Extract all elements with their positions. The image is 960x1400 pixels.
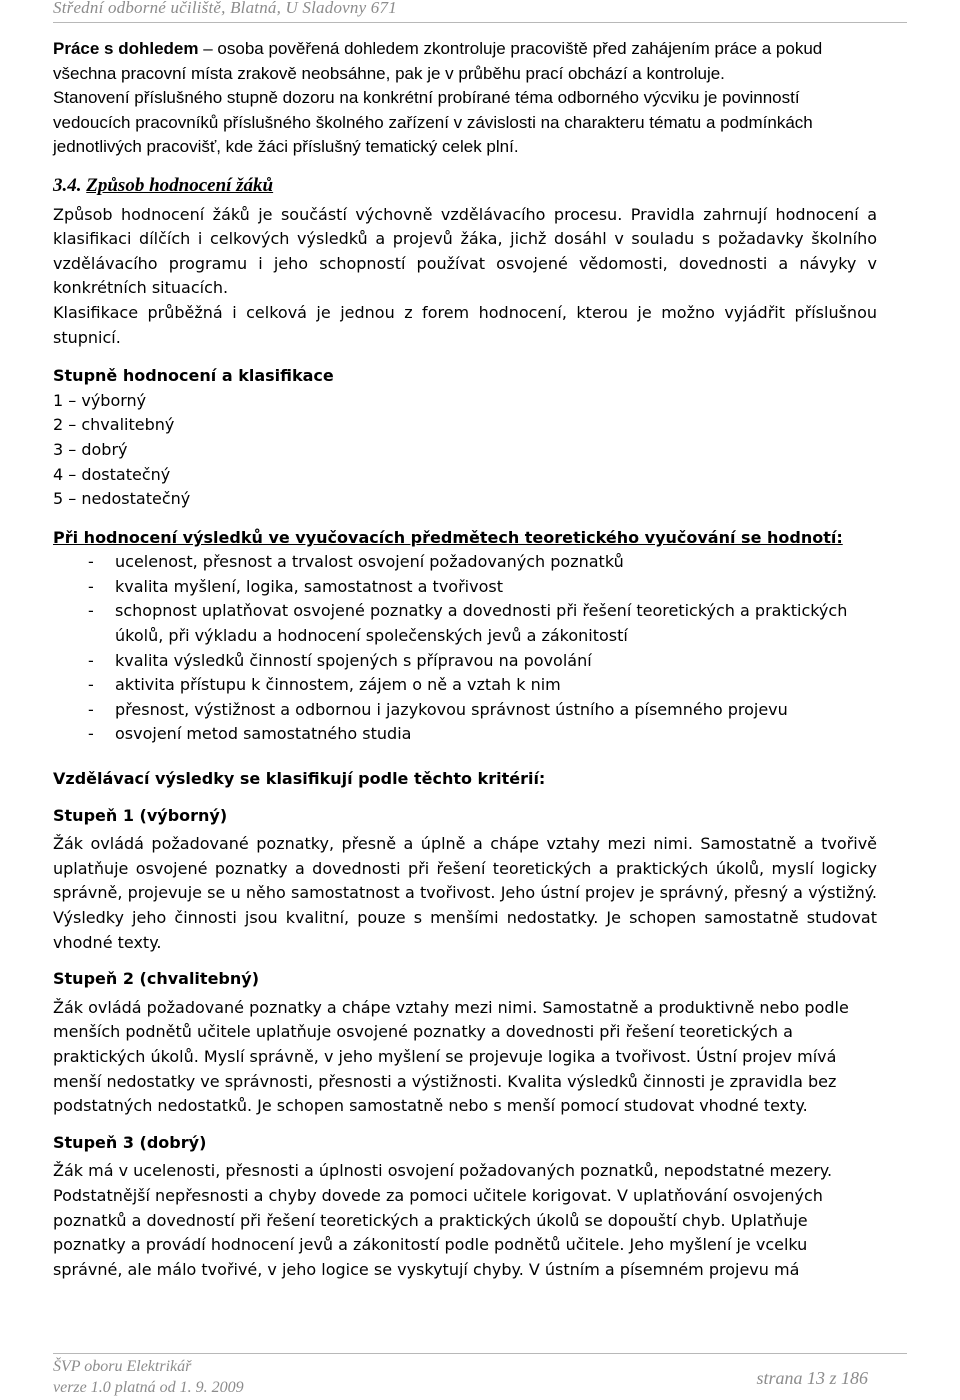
intro-lead-bold: Práce s dohledem [53, 39, 199, 58]
level-2-title: Stupeň 2 (chvalitebný) [53, 969, 259, 989]
header-title: Střední odborné učiliště, Blatná, U Sladovny 671 [53, 0, 397, 17]
footer-version: verze 1.0 platná od 1. 9. 2009 [53, 1379, 244, 1396]
intro-paragraph-1 [53, 37, 877, 86]
grade-item: 1 – výborný [53, 390, 147, 410]
list-item: - kvalita myšlení, logika, samostatnost a tvořivost [53, 575, 877, 600]
level-1-text: Žák ovládá požadované poznatky, přesně a úplně a chápe vztahy mezi nimi. Samostatně a tvořivě uplatňuje osvojené poznatky a dovednosti při řešení teoretických a praktických úkolů, myslí logicky správně, projevuje se u něho samostatnost a tvořivost. Jeho ústní projev je správný, přesný a výstižný. Výsledky jeho činnosti jsou kvalitní, pouze s menšími nedostatky. Je schopen samostatně studovat vhodné texty. [53, 834, 877, 952]
page-number: strana 13 z 186 [756, 1368, 868, 1388]
section-title: Způsob hodnocení žáků [86, 174, 274, 196]
section-heading [53, 174, 877, 199]
grade-item: 3 – dobrý [53, 439, 128, 459]
grade-item: 4 – dostatečný [53, 464, 171, 484]
footer-rule [53, 1353, 907, 1354]
level-2-text: Žák ovládá požadované poznatky a chápe vztahy mezi nimi. Samostatně a produktivně nebo podle menších podnětů učitele uplatňuje osvojené poznatky a dovednosti při řešení teoretických a praktických úkolů. Myslí správně, v jeho myšlení se projevuje logika a tvořivost. Ústní projev mívá menší nedostatky ve správnosti, přesnosti a výstižnosti. Kvalita výsledků činnosti je zpravidla bez podstatných nedostatků. Je schopen samostatně nebo s menší pomocí studovat vhodné texty. [53, 997, 849, 1116]
list-item: - kvalita výsledků činností spojených s přípravou na povolání [53, 649, 877, 674]
intro-paragraph-2: Stanovení příslušného stupně dozoru na konkrétní probírané téma odborného výcviku je povinností vedoucích pracovníků příslušného školného zařízení v závislosti na charakteru tématu a podmínkách jednotlivých pracovišť, kde žáci příslušný tematický celek plní. [53, 88, 813, 157]
list-item: - schopnost uplatňovat osvojené poznatky a dovednosti při řešení teoretických a praktických úkolů, při výkladu a hodnocení společenských jevů a zákonitostí [53, 599, 877, 648]
footer-program: ŠVP oboru Elektrikář [53, 1358, 192, 1375]
grades-heading: Stupně hodnocení a klasifikace [53, 366, 334, 386]
section-paragraph-2: Klasifikace průběžná i celková je jednou z forem hodnocení, kterou je možno vyjádřit příslušnou stupnicí. [53, 302, 877, 347]
grade-item: 5 – nedostatečný [53, 489, 191, 509]
list-item: - aktivita přístupu k činnostem, zájem o ně a vztah k nim [53, 673, 877, 698]
list-item: - přesnost, výstižnost a odbornou i jazykovou správnost ústního a písemného projevu [53, 698, 877, 723]
section-number: 3.4. [53, 174, 82, 196]
page-body [53, 37, 877, 1282]
intro-lead-rest: – osoba pověřená dohledem zkontroluje pracoviště před zahájením práce a pokud všechna pracovní místa zrakově neobsáhne, pak je v průběhu prací obchází a kontroluje. [53, 39, 823, 83]
level-3-title: Stupeň 3 (dobrý) [53, 1132, 207, 1152]
footer-info [53, 1356, 244, 1398]
header-rule [53, 22, 907, 23]
list-item: - ucelenost, přesnost a trvalost osvojení požadovaných poznatků [53, 550, 877, 575]
theory-list [53, 550, 877, 747]
theory-heading: Při hodnocení výsledků ve vyučovacích předmětech teoretického vyučování se hodnotí: [53, 527, 843, 547]
level-1-title: Stupeň 1 (výborný) [53, 805, 228, 825]
section-paragraph-1: Způsob hodnocení žáků je součástí výchovně vzdělávacího procesu. Pravidla zahrnují hodnocení a klasifikaci dílčích i celkových výsledků a projevů žáka, jichž dosáhl v souladu s požadavky školního vzdělávacího programu i jeho schopností používat osvojené vědomosti, dovednosti a návyky v konkrétních situacích. [53, 204, 877, 298]
grade-item: 2 – chvalitebný [53, 415, 175, 435]
criteria-heading: Vzdělávací výsledky se klasifikují podle těchto kritérií: [53, 769, 546, 789]
level-3-text: Žák má v ucelenosti, přesnosti a úplnosti osvojení požadovaných poznatků, nepodstatné mezery. Podstatnější nepřesnosti a chyby dovede za pomoci učitele korigovat. V uplatňování osvojených poznatků a dovedností při řešení teoretických a praktických úkolů se dopouští chyb. Uplatňuje poznatky a provádí hodnocení jevů a zákonitostí podle podnětů učitele. Jeho myšlení je vcelku správné, ale málo tvořivé, v jeho logice se vyskytují chyby. V ústním a písemném projevu má [53, 1161, 833, 1279]
list-item: - osvojení metod samostatného studia [53, 722, 877, 747]
